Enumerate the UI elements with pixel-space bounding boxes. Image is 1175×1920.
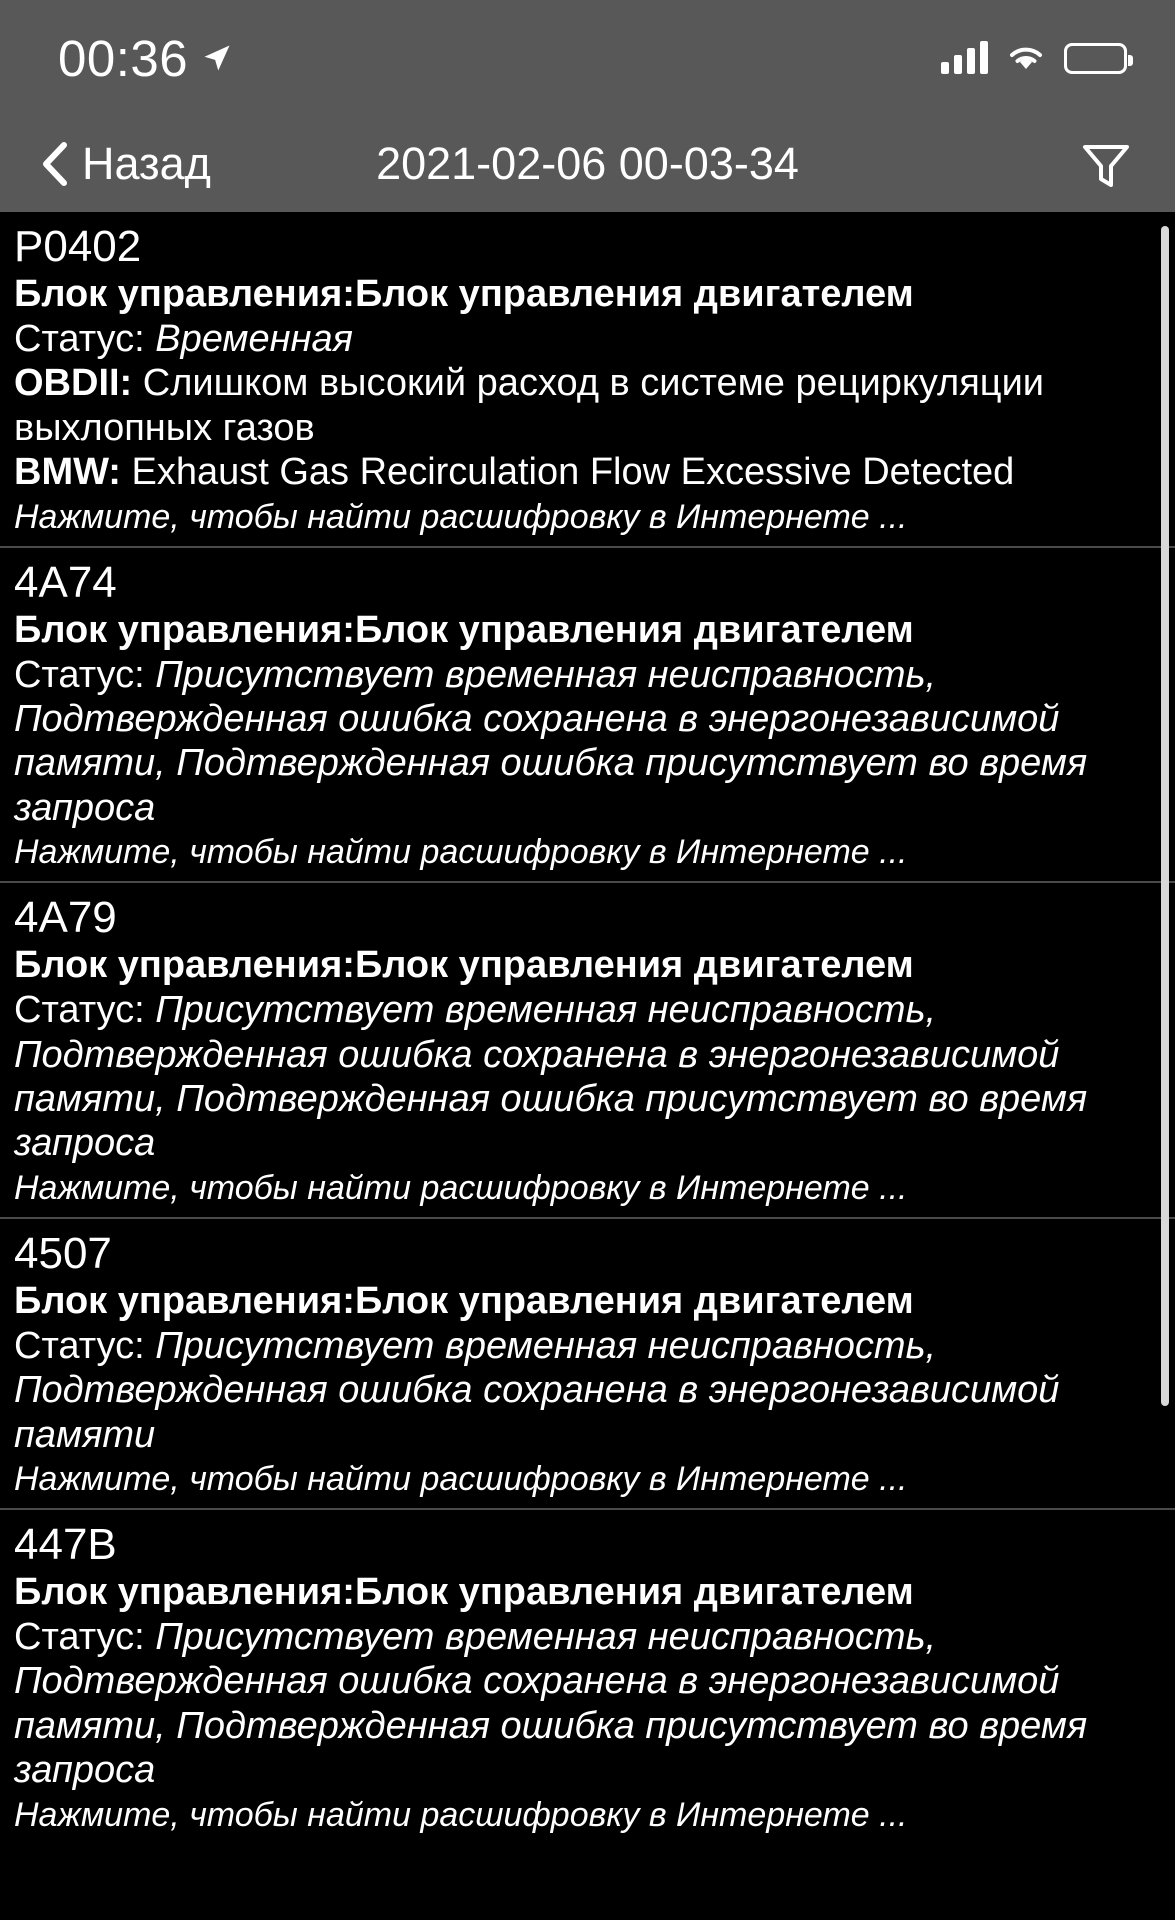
bmw-label: BMW: xyxy=(14,451,132,494)
fault-unit: Блок управления:Блок управления двигателем xyxy=(14,944,914,987)
fault-list-container xyxy=(0,212,1175,1920)
fault-hint[interactable]: Нажмите, чтобы найти расшифровку в Интернете ... xyxy=(14,497,908,536)
fault-status-value: Присутствует временная неисправность, Подтвержденная ошибка сохранена в энергонезависимой памяти, Подтвержденная ошибка присутствует во время запроса xyxy=(14,1615,1088,1792)
fault-status xyxy=(14,988,1161,1166)
navigation-bar xyxy=(0,116,1175,212)
fault-status-label: Статус: xyxy=(14,1324,156,1367)
fault-status-value: Присутствует временная неисправность, Подтвержденная ошибка сохранена в энергонезависимой памяти, Подтвержденная ошибка присутствует во время запроса xyxy=(14,653,1088,829)
vertical-scrollbar[interactable] xyxy=(1161,226,1169,1406)
page-title: 2021-02-06 00-03-34 xyxy=(376,138,799,189)
fault-status xyxy=(14,1324,1161,1457)
back-button[interactable] xyxy=(40,138,211,190)
fault-unit: Блок управления:Блок управления двигателем xyxy=(14,608,914,651)
status-bar-left xyxy=(58,29,232,88)
fault-obdii-description xyxy=(14,361,1161,450)
obdii-value: Слишком высокий расход в системе рециркуляции выхлопных газов xyxy=(14,362,1045,449)
fault-unit: Блок управления:Блок управления двигателем xyxy=(14,1279,914,1322)
fault-status-label: Статус: xyxy=(14,1615,156,1658)
fault-unit: Блок управления:Блок управления двигателем xyxy=(14,273,914,316)
fault-status xyxy=(14,317,1161,361)
filter-icon xyxy=(1077,135,1135,193)
fault-status-value: Присутствует временная неисправность, Подтвержденная ошибка сохранена в энергонезависимой памяти xyxy=(14,1324,1060,1456)
fault-status xyxy=(14,653,1161,831)
fault-bmw-description xyxy=(14,450,1161,494)
status-bar xyxy=(0,0,1175,116)
battery-icon xyxy=(1064,43,1127,74)
fault-code: 4A74 xyxy=(14,557,117,607)
location-arrow-icon xyxy=(202,43,232,73)
fault-status-label: Статус: xyxy=(14,653,156,696)
fault-status-value: Временная xyxy=(155,317,353,360)
wifi-icon xyxy=(1006,42,1046,74)
list-item[interactable] xyxy=(0,212,1175,548)
status-time: 00:36 xyxy=(58,29,189,87)
fault-status xyxy=(14,1615,1161,1793)
fault-hint[interactable]: Нажмите, чтобы найти расшифровку в Интернете ... xyxy=(14,833,908,872)
fault-code: P0402 xyxy=(14,222,142,271)
obdii-label: OBDII: xyxy=(14,362,143,405)
fault-status-label: Статус: xyxy=(14,989,156,1032)
fault-code: 447B xyxy=(14,1519,117,1569)
list-item[interactable] xyxy=(0,548,1175,884)
status-bar-right xyxy=(941,42,1127,74)
fault-status-value: Присутствует временная неисправность, Подтвержденная ошибка сохранена в энергонезависимой памяти, Подтвержденная ошибка присутствует во время запроса xyxy=(14,989,1088,1165)
bmw-value: Exhaust Gas Recirculation Flow Excessive Detected xyxy=(131,451,1015,494)
fault-hint[interactable]: Нажмите, чтобы найти расшифровку в Интернете ... xyxy=(14,1168,908,1207)
fault-hint[interactable]: Нажмите, чтобы найти расшифровку в Интернете ... xyxy=(14,1460,908,1498)
list-item[interactable] xyxy=(0,1219,1175,1510)
fault-status-label: Статус: xyxy=(14,317,156,360)
filter-button[interactable] xyxy=(1077,135,1135,193)
list-item[interactable] xyxy=(0,883,1175,1219)
fault-list xyxy=(0,212,1175,1843)
fault-unit: Блок управления:Блок управления двигателем xyxy=(14,1571,914,1614)
chevron-left-icon xyxy=(40,141,68,187)
fault-hint[interactable]: Нажмите, чтобы найти расшифровку в Интернете ... xyxy=(14,1795,908,1834)
fault-code: 4507 xyxy=(14,1228,112,1278)
back-button-label: Назад xyxy=(82,138,211,189)
cellular-signal-icon xyxy=(941,42,988,74)
list-item[interactable] xyxy=(0,1510,1175,1844)
fault-code: 4A79 xyxy=(14,893,117,943)
